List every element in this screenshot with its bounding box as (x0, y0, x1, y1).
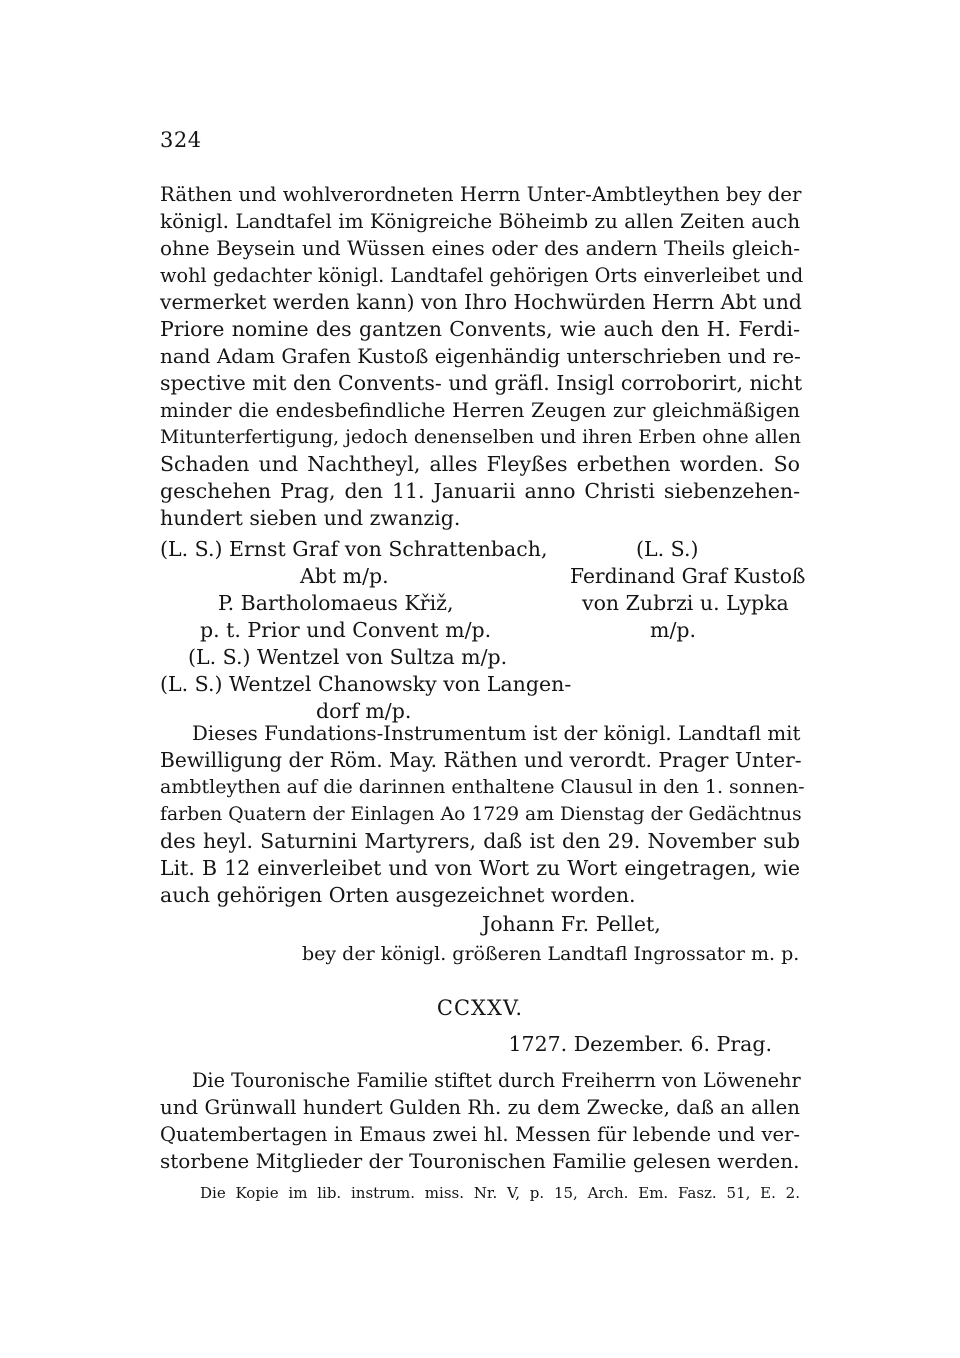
text-line: Dieses Fundations-Instrumentum ist der königl. Landtafl mit (192, 722, 801, 745)
signature-line: von Zubrzi u. Lypka (582, 591, 789, 615)
text-line: ambtleythen auf die darinnen enthaltene Clausul in den 1. sonnen- (160, 776, 805, 798)
text-line: minder die endesbefindliche Herren Zeugen zur gleichmäßigen (160, 399, 800, 422)
registrar-title: bey der königl. größeren Landtafl Ingrossator m. p. (302, 943, 800, 965)
text-line: geschehen Prag, den 11. Januarii anno Christi siebenzehen- (160, 479, 800, 503)
text-line: hundert sieben und zwanzig. (160, 506, 461, 530)
text-line: ohne Beysein und Wüssen eines oder des andern Theils gleich- (160, 236, 800, 260)
signature-line: (L. S.) Ernst Graf von Schrattenbach, (160, 537, 548, 561)
text-line: storbene Mitglieder der Touronischen Familie gelesen werden. (160, 1149, 800, 1173)
body-paragraph-2 (160, 720, 805, 909)
page-number: 324 (160, 128, 202, 152)
text-line: farben Quatern der Einlagen Ao 1729 am Dienstag der Gedächtnus (160, 804, 802, 825)
text-line: wohl gedachter königl. Landtafel gehörigen Orts einverleibet und (160, 264, 804, 287)
text-line: des heyl. Saturnini Martyrers, daß ist den 29. November sub (160, 829, 800, 853)
document-date: 1727. Dezember. 6. Prag. (508, 1032, 772, 1056)
text-line: spective mit den Convents- und gräfl. Insigl corroborirt, nicht (160, 371, 803, 395)
text-line: Die Touronische Familie stiftet durch Freiherrn von Löwenehr (192, 1069, 801, 1092)
text-line: Räthen und wohlverordneten Herrn Unter-Ambtleythen bey der (160, 183, 802, 206)
text-line: und Grünwall hundert Gulden Rh. zu dem Zwecke, daß an allen (160, 1096, 800, 1119)
signature-line: p. t. Prior und Convent m/p. (200, 618, 492, 642)
signature-line: m/p. (650, 618, 696, 642)
registrar-name: Johann Fr. Pellet, (482, 912, 661, 936)
text-line: königl. Landtafel im Königreiche Böheimb zu allen Zeiten auch (160, 209, 801, 233)
signature-line: (L. S.) Wentzel Chanowsky von Langen- (160, 672, 572, 696)
text-line: auch gehörigen Orten ausgezeichnet worden. (160, 883, 636, 907)
signature-line: Abt m/p. (300, 564, 389, 588)
source-footnote: Die Kopie im lib. instrum. miss. Nr. V, p. 15, Arch. Em. Fasz. 51, E. 2. (200, 1184, 800, 1202)
signature-line: dorf m/p. (316, 699, 412, 723)
text-line: Bewilligung der Röm. May. Räthen und verordt. Prager Unter- (160, 748, 802, 772)
signature-line: (L. S.) (636, 537, 699, 561)
text-line: Quatembertagen in Emaus zwei hl. Messen für lebende und ver- (160, 1123, 800, 1146)
body-paragraph-1 (160, 181, 804, 532)
summary-paragraph (160, 1067, 800, 1175)
signature-line: (L. S.) Wentzel von Sultza m/p. (188, 645, 508, 669)
document-number: CCXXV. (436, 996, 524, 1020)
text-line: Lit. B 12 einverleibet und von Wort zu Wort eingetragen, wie (160, 856, 800, 880)
text-line: nand Adam Grafen Kustoß eigenhändig unterschrieben und re- (160, 344, 801, 368)
signature-line: P. Bartholomaeus Křiž, (218, 591, 454, 615)
text-line: Schaden und Nachtheyl, alles Fleyßes erbethen worden. So (160, 452, 800, 476)
text-line: Priore nomine des gantzen Convents, wie auch den H. Ferdi- (160, 317, 800, 341)
text-line: Mitunterfertigung, jedoch denenselben und ihren Erben ohne allen (160, 427, 801, 448)
signature-line: Ferdinand Graf Kustoß (570, 564, 806, 588)
text-line: vermerket werden kann) von Ihro Hochwürden Herrn Abt und (160, 290, 802, 314)
